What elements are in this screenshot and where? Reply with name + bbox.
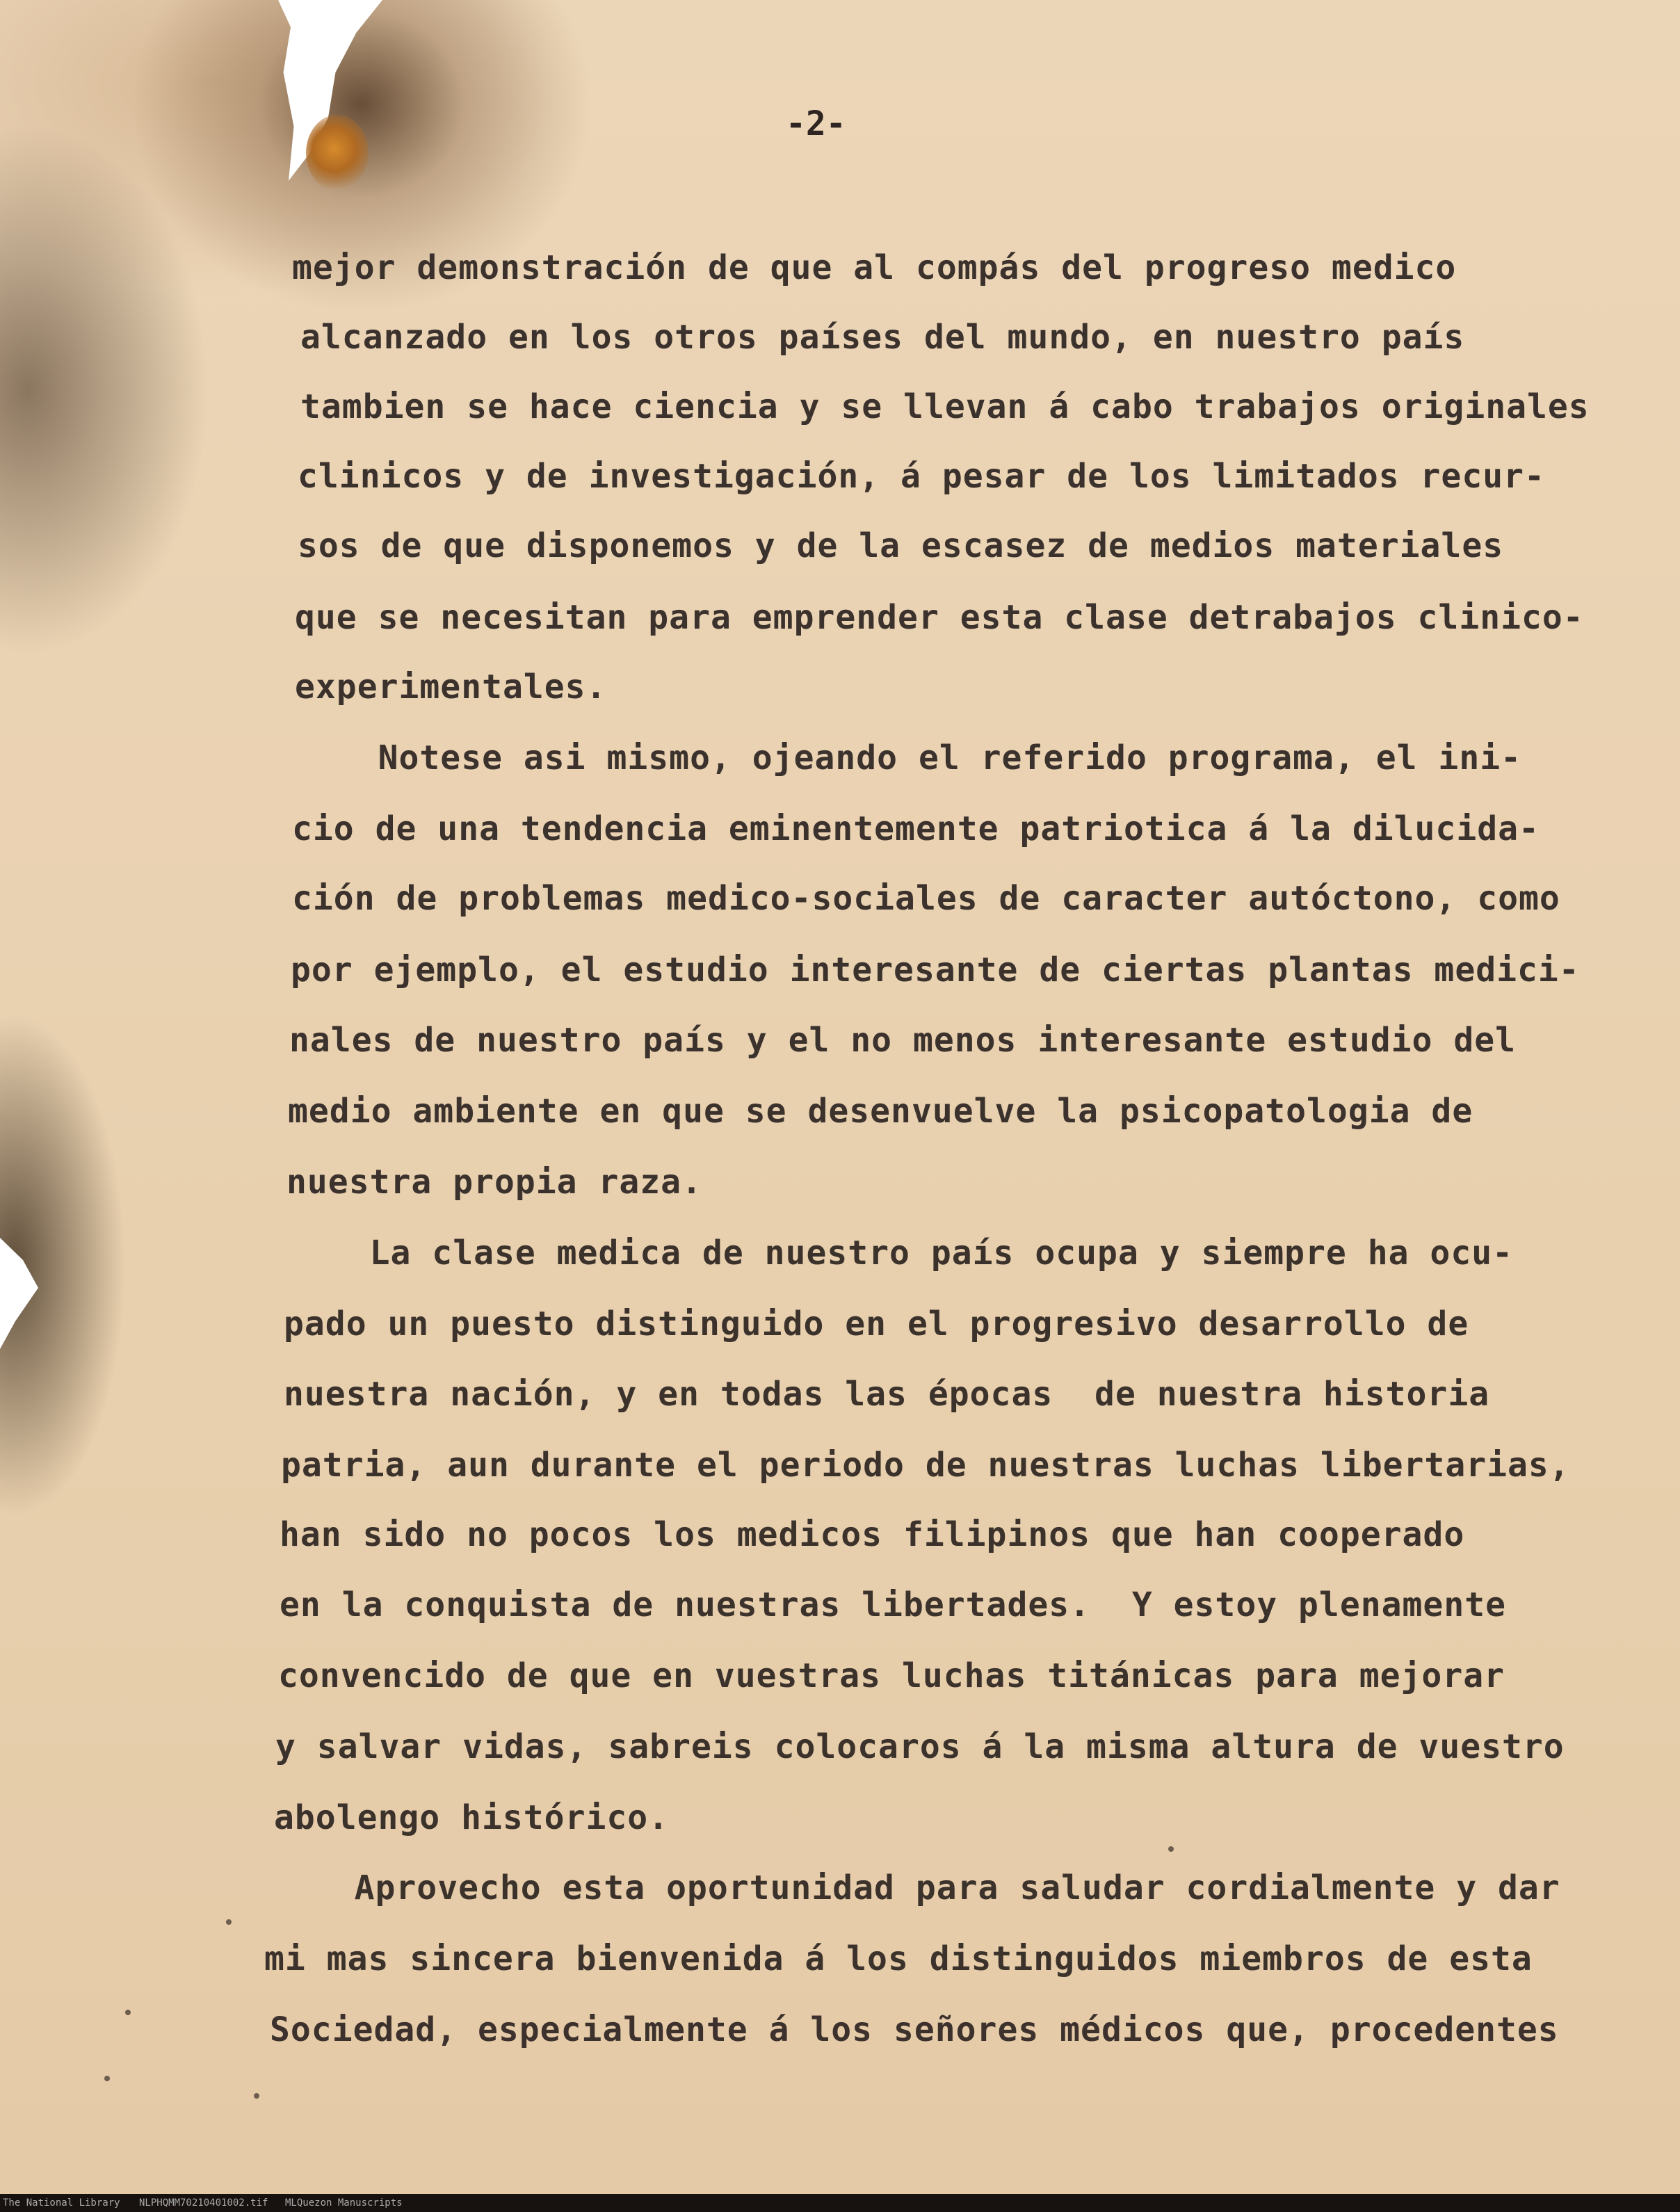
text-line: y salvar vidas, sabreis colocaros á la misma altura de vuestro — [275, 1727, 1565, 1766]
text-line: mi mas sincera bienvenida á los distinguidos miembros de esta — [264, 1939, 1533, 1978]
text-line: tambien se hace ciencia y se llevan á cabo trabajos originales — [300, 387, 1590, 426]
text-line: nuestra nación, y en todas las épocas de nuestra historia — [284, 1375, 1490, 1414]
text-line: por ejemplo, el estudio interesante de ciertas plantas medici- — [291, 951, 1580, 990]
text-line: Notese asi mismo, ojeando el referido programa, el ini- — [295, 738, 1522, 777]
page-number: -2- — [786, 104, 846, 143]
library-name: The National Library — [3, 2197, 120, 2209]
text-line: mejor demonstración de que al compás del progreso medico — [292, 248, 1457, 287]
file-id: NLPHQMM70210401002.tif — [139, 2197, 268, 2209]
text-line: han sido no pocos los medicos filipinos que han cooperado — [280, 1515, 1465, 1554]
text-line: experimentales. — [295, 668, 607, 707]
text-line: La clase medica de nuestro país ocupa y siempre ha ocu- — [286, 1234, 1514, 1273]
collection-name: MLQuezon Manuscripts — [285, 2197, 403, 2209]
text-line: patria, aun durante el periodo de nuestras luchas libertarias, — [281, 1446, 1570, 1485]
text-line: clinicos y de investigación, á pesar de los limitados recur- — [298, 457, 1545, 496]
archive-footer — [0, 2194, 1680, 2212]
text-line: Aprovecho esta oportunidad para saludar cordialmente y dar — [271, 1868, 1560, 1907]
text-line: pado un puesto distinguido en el progresivo desarrollo de — [284, 1305, 1469, 1343]
text-line: sos de que disponemos y de la escasez de medios materiales — [298, 526, 1504, 565]
text-line: Sociedad, especialmente á los señores médicos que, procedentes — [270, 2010, 1559, 2049]
text-line: nales de nuestro país y el no menos interesante estudio del — [289, 1021, 1517, 1060]
text-line: que se necesitan para emprender esta clase detrabajos clinico- — [295, 598, 1584, 637]
text-line: medio ambiente en que se desenvuelve la psicopatologia de — [288, 1092, 1473, 1131]
text-line: convencido de que en vuestras luchas titánicas para mejorar — [278, 1656, 1505, 1695]
text-line: ción de problemas medico-sociales de caracter autóctono, como — [292, 879, 1560, 918]
text-line: alcanzado en los otros países del mundo, en nuestro país — [300, 318, 1465, 357]
text-line: en la conquista de nuestras libertades. Y estoy plenamente — [280, 1585, 1507, 1624]
text-line: nuestra propia raza. — [286, 1163, 702, 1202]
text-line: cio de una tendencia eminentemente patriotica á la dilucida- — [292, 809, 1540, 848]
text-line: abolengo histórico. — [274, 1798, 670, 1837]
